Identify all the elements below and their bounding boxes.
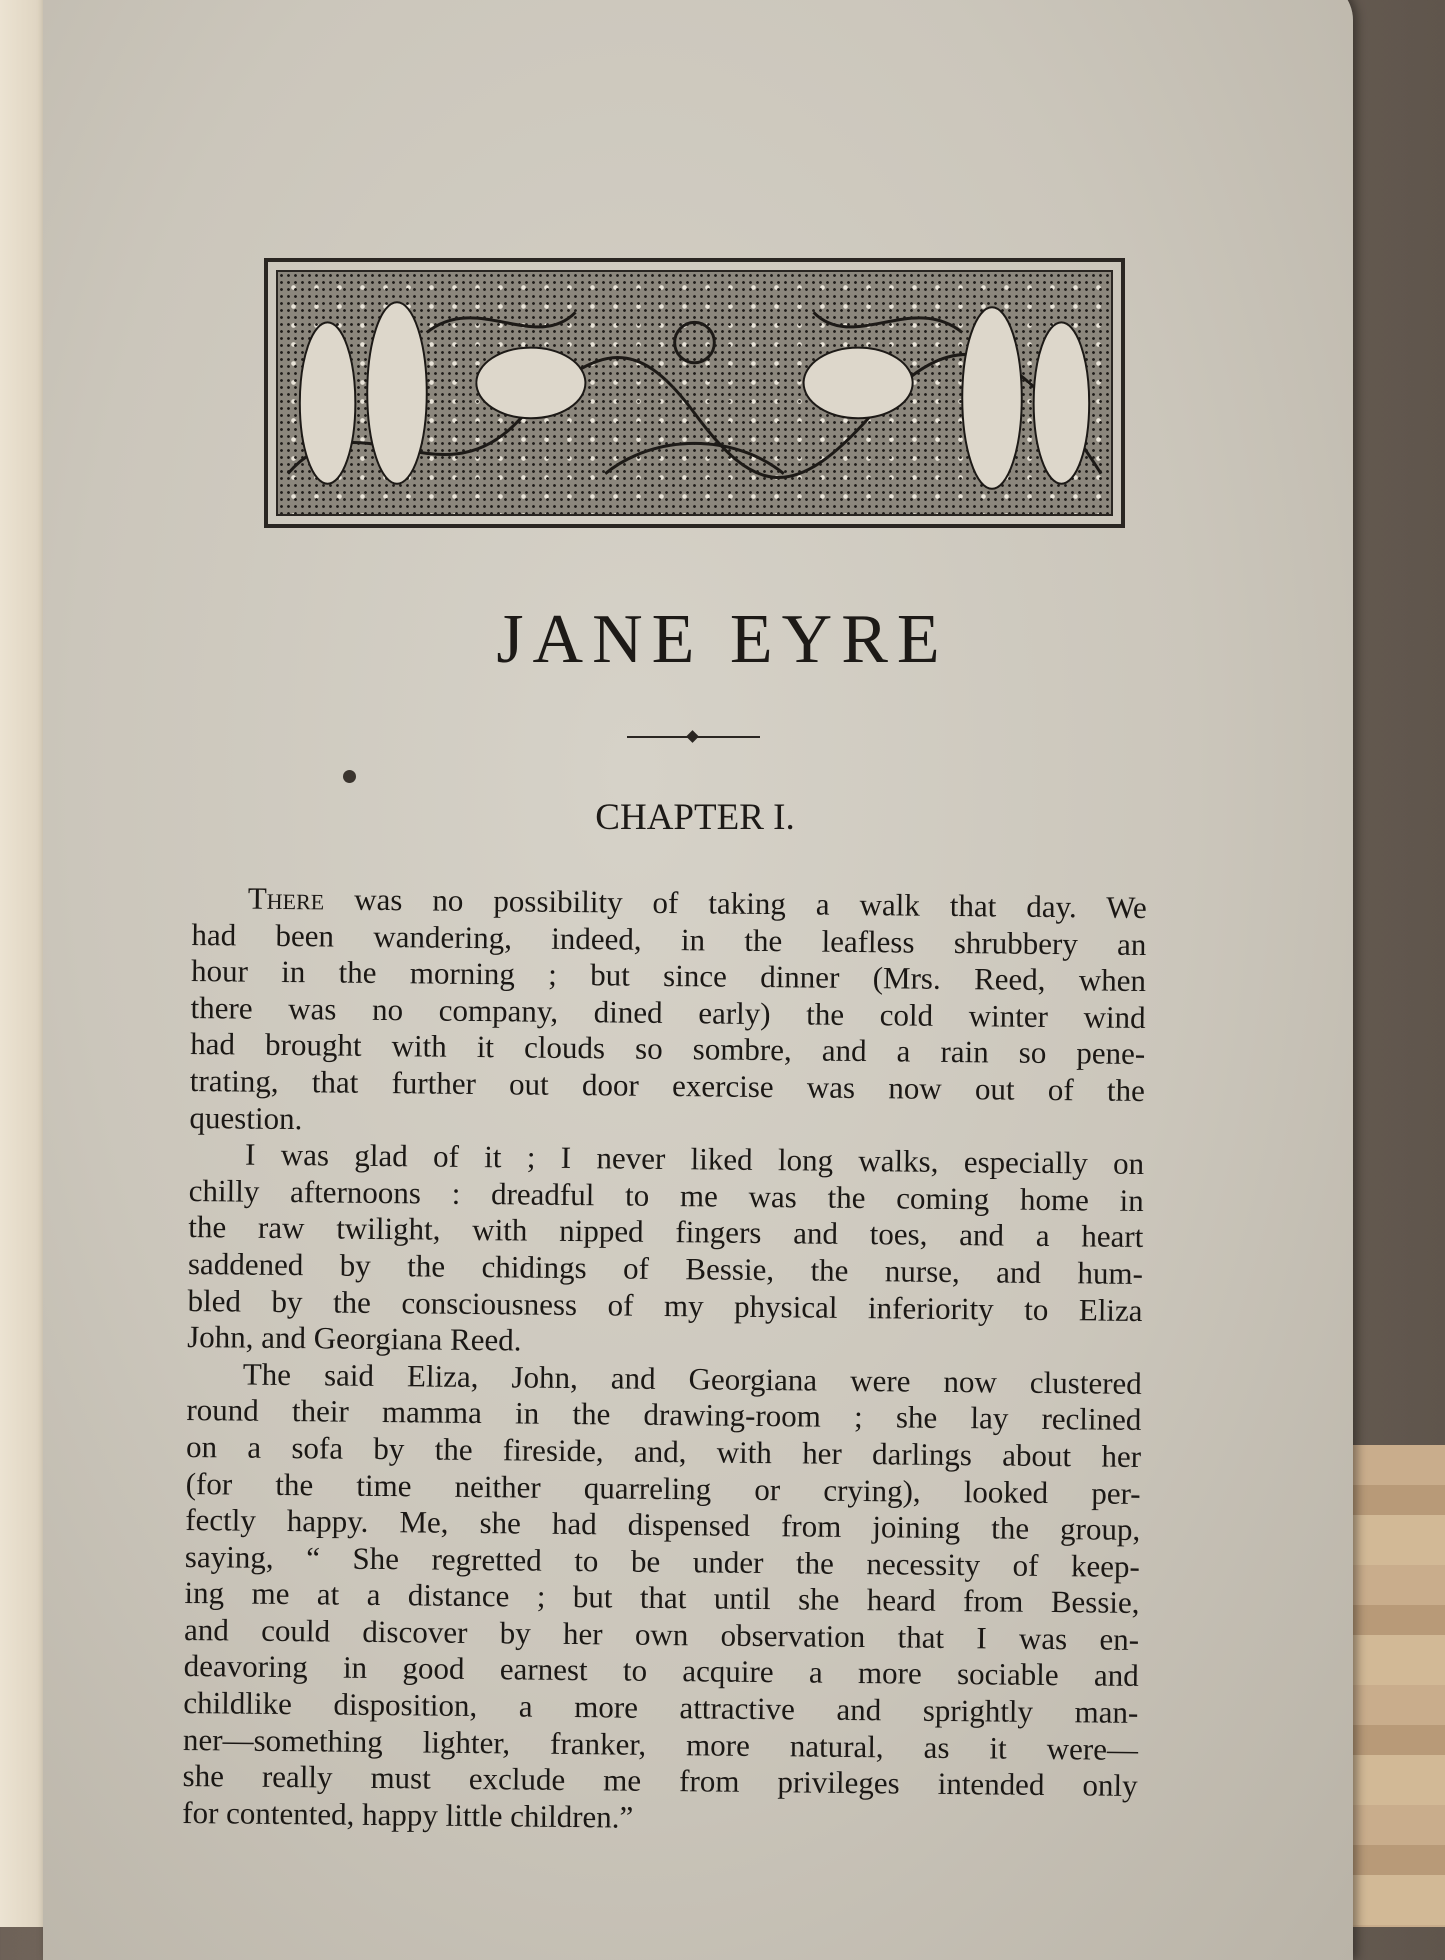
text-line: hour in the morning ; but since dinner (Mrs. Reed, when [190, 953, 1147, 999]
text-line: The said Eliza, John, and Georgiana were now clustered [242, 1356, 1142, 1401]
text-line: saddened by the chidings of Bessie, the nurse, and hum- [187, 1245, 1144, 1291]
paragraph [189, 880, 1147, 1146]
text-line: ner—something lighter, franker, more natural, as it were— [182, 1721, 1139, 1767]
text-line: had brought with it clouds so sombre, and a rain so pene- [190, 1026, 1146, 1072]
decorative-headpiece [264, 258, 1125, 528]
text-line: for contented, happy little children.” [182, 1794, 634, 1835]
text-line: she really must exclude me from privileges intended only [182, 1758, 1138, 1804]
text-line: ing me at a distance ; but that until she heard from Bessie, [184, 1575, 1140, 1621]
drop-word: There [247, 880, 325, 917]
text-line: trating, that further out door exercise was now out of the [189, 1062, 1146, 1108]
paragraph [187, 1136, 1144, 1366]
text-line: and could discover by her own observation that I was en- [183, 1611, 1140, 1657]
paragraph [182, 1356, 1142, 1842]
text-line: bled by the consciousness of my physical inferiority to Eliza [187, 1282, 1143, 1328]
text-line: chilly afternoons : dreadful to me was the coming home in [188, 1172, 1144, 1218]
text-line: deavoring in good earnest to acquire a more sociable and [183, 1648, 1139, 1694]
text-line: fectly happy. Me, she had dispensed from joining the group, [185, 1502, 1141, 1548]
text-line: saying, “ She regretted to be under the necessity of keep- [184, 1538, 1141, 1584]
text-line: the raw twilight, with nipped fingers and toes, and a heart [188, 1209, 1144, 1255]
text-line: (for the time neither quarreling or crying), looked per- [185, 1465, 1141, 1511]
text-line: had been wandering, indeed, in the leafless shrubbery an [191, 916, 1147, 962]
text-line: John, and Georgiana Reed. [187, 1319, 522, 1358]
text-line: on a sofa by the fireside, and, with her darlings about her [185, 1428, 1142, 1474]
text-line: I was glad of it ; I never liked long walks, especially on [244, 1136, 1145, 1182]
chapter-heading: CHAPTER I. [595, 797, 795, 838]
text-line: question. [189, 1099, 303, 1136]
text-line: round their mamma in the drawing-room ; she lay reclined [186, 1392, 1142, 1438]
book-title: JANE EYRE [496, 601, 949, 678]
cherub-ornament-illustration [278, 272, 1111, 514]
chapter-text [182, 880, 1147, 1841]
text-line-content: was no possibility of taking a walk that day. We [324, 881, 1147, 925]
text-line: childlike disposition, a more attractive and sprightly man- [183, 1685, 1139, 1731]
text-line: there was no company, dined early) the cold winter wind [190, 989, 1146, 1035]
ink-spot [343, 770, 356, 783]
